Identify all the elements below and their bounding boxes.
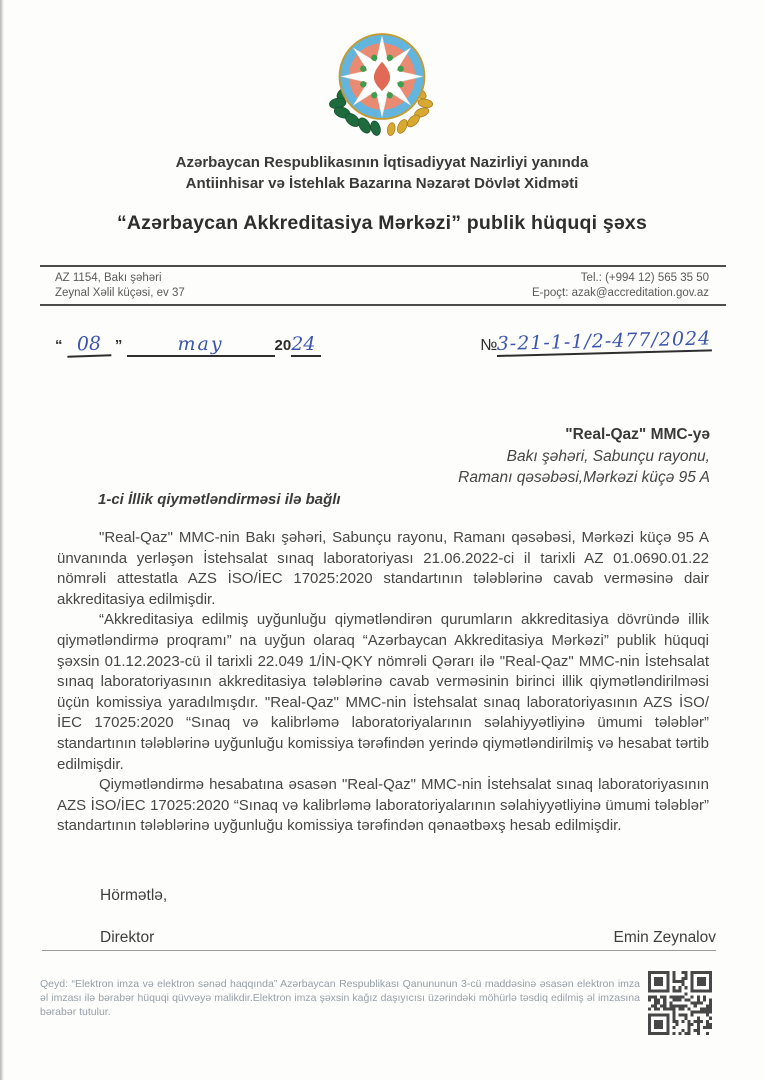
handwritten-year-suffix: 24 <box>291 333 321 357</box>
footer-note: Qeyd: “Elektron imza və elektron sənəd haqqında” Azərbaycan Respublikası Qanununun 3-cü maddəsinə əsasən elektron imza əl imzası ilə bərabər hüquqi qüvvəyə malikdir.Elektron imza şəxsin kağız daşıyıcısı üzərindəki möhürlə təsdiq edilmiş əl imzasına bərabər tutulur. <box>40 978 640 1018</box>
address-line-2: Zeynal Xəlil küçəsi, ev 37 <box>55 286 185 299</box>
handwritten-reference-number: 3-21-1-1/2-477/2024 <box>496 327 712 356</box>
number-sign: № <box>480 337 498 354</box>
recipient-address-2: Ramanı qəsəbəsi,Mərkəzi küçə 95 A <box>458 469 710 486</box>
phone-number: Tel.: (+994 12) 565 35 50 <box>580 272 709 284</box>
address-line-1: AZ 1154, Bakı şəhəri <box>55 272 162 284</box>
qr-code-icon <box>648 971 712 1035</box>
azerbaijan-coat-of-arms-icon <box>322 28 442 143</box>
reference-number-field <box>480 327 712 357</box>
recipient-address-1: Bakı şəhəri, Sabunçu rayonu, <box>506 447 710 465</box>
recipient-block <box>458 424 710 489</box>
salutation: Hörmətlə, <box>100 887 168 904</box>
date-and-number-row <box>55 327 712 357</box>
signer-name: Emin Zeynalov <box>613 929 716 946</box>
body-paragraph-1: "Real-Qaz" MMC-nin Bakı şəhəri, Sabunçu rayonu, Ramanı qəsəbəsi, Mərkəzi küçə 95 A ünvanında yerləşən İstehsalat sınaq laboratoriyası 21.06.2022-ci il tarixli AZ 01.0690.01.22 nömrəli attestatla AZS İSO/İEC 17025:2020 standartının tələblərinə cavab verməsinə dair akkreditasiya edilmişdir. <box>57 529 709 608</box>
contact-block <box>55 271 709 300</box>
recipient-name: "Real-Qaz" MMC-yə <box>565 426 710 443</box>
org-line-2: Antiinhisar və İstehlak Bazarına Nəzarət Dövlət Xidməti <box>185 175 579 192</box>
handwritten-month: may <box>127 333 275 357</box>
letter-body <box>57 528 709 837</box>
signer-role: Direktor <box>100 929 155 946</box>
divider-top <box>40 265 726 267</box>
body-paragraph-2: “Akkreditasiya edilmiş uyğunluğu qiymətləndirən qurumların akkreditasiya dövründə illik qiymətləndirmə proqramı” na uyğun olaraq “Azərbaycan Akkreditasiya Mərkəzi” publik hüquqi şəxsin 01.12.2023-cü il tarixli 22.049 1/İN-QKY nömrəli Qərarı ilə "Real-Qaz" MMC-nin İstehsalat sınaq laboratoriyasının akkreditasiya tələblərinə cavab verməsinin birinci illik qiymətləndirilməsi üçün komissiya yaradılmışdır. "Real-Qaz" MMC-nin İstehsalat sınaq laboratoriyasının AZS İSO/İEC 17025:2020 “Sınaq və kalibrləmə laboratoriyalarının səlahiyyətliyinə ümumi tələblər” standartının tələblərinə uyğunluğu komissiya tərəfindən yerində qiymətləndirilmiş və hesabat tərtib edilmişdir. <box>57 611 709 773</box>
organization-name <box>0 152 764 194</box>
handwritten-day: 08 <box>66 332 111 358</box>
date-field <box>55 333 321 357</box>
sender-contacts <box>532 271 709 300</box>
subject-line: 1-ci İllik qiymətləndirməsi ilə bağlı <box>98 491 341 508</box>
email-address: E-poçt: azak@accreditation.gov.az <box>531 286 709 299</box>
sender-address <box>55 271 185 300</box>
body-paragraph-3: Qiymətləndirmə hesabatına əsasən "Real-Qaz" MMC-nin İstehsalat sınaq laboratoriyasının AZS İSO/İEC 17025:2020 “Sınaq və kalibrləmə laboratoriyalarının səlahiyyətliyinə ümumi tələblər” standartının tələblərinə uyğunluğu komissiya tərəfindən qənaətbəxş hesab edilmişdir. <box>57 776 709 835</box>
open-quote: “ <box>55 337 63 354</box>
divider-bottom <box>40 304 726 306</box>
org-line-1: Azərbaycan Respublikasının İqtisadiyyat Nazirliyi yanında <box>175 154 589 171</box>
signature-row <box>42 929 716 951</box>
page-title: “Azərbaycan Akkreditasiya Mərkəzi” publik hüquqi şəxs <box>116 212 648 234</box>
close-quote: ” <box>114 337 123 354</box>
year-prefix: 20 <box>274 337 292 354</box>
